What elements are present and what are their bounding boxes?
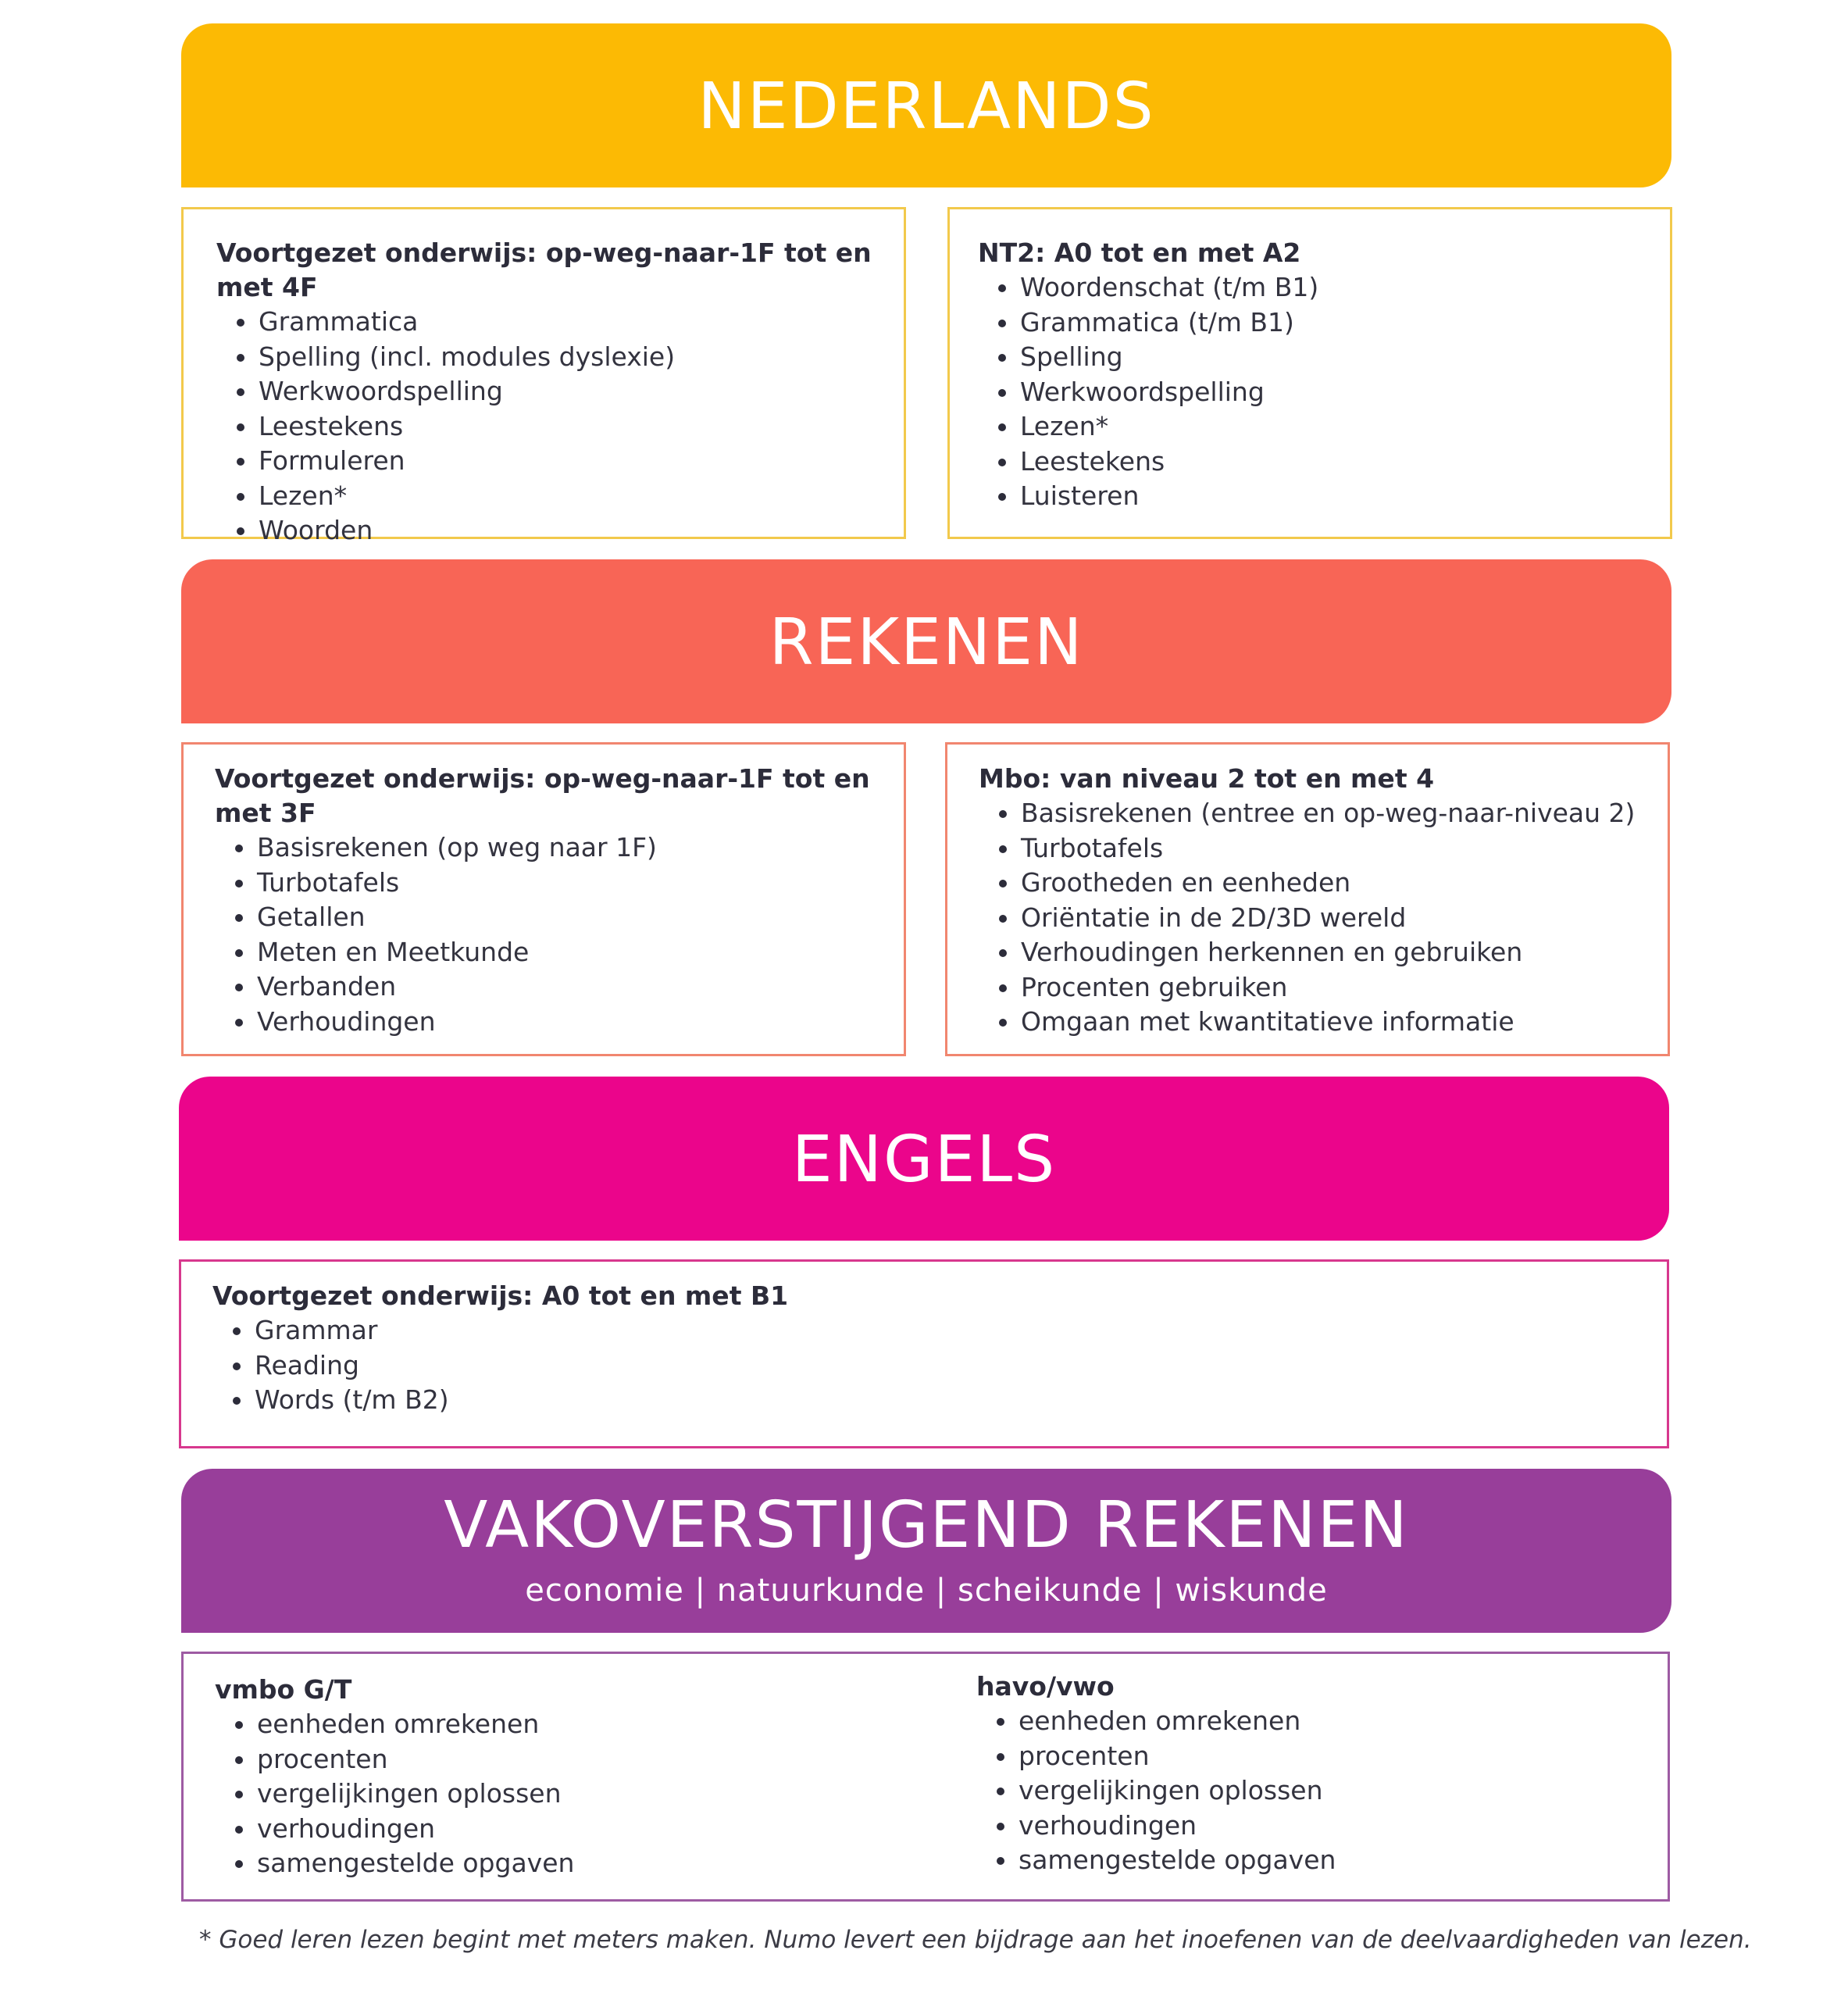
- list-item: Lezen*: [216, 479, 904, 514]
- list-item: Luisteren: [978, 479, 1318, 514]
- rekenen-vo-heading: Voortgezet onderwijs: op-weg-naar-1F tot en met 3F: [215, 763, 870, 828]
- list-item: eenheden omrekenen: [215, 1707, 574, 1742]
- nederlands-nt2-card: [947, 207, 1672, 539]
- vakoverstijgend-title: VAKOVERSTIJGEND REKENEN: [444, 1488, 1409, 1562]
- nederlands-title: NEDERLANDS: [697, 70, 1155, 144]
- list-item: Grammar: [212, 1313, 788, 1348]
- list-item: Basisrekenen (entree en op-weg-naar-niveau 2): [979, 796, 1635, 831]
- list-item: Turbotafels: [979, 831, 1635, 866]
- vakoverstijgend-subtitle: economie | natuurkunde | scheikunde | wiskunde: [525, 1573, 1328, 1609]
- list-item: Leestekens: [216, 409, 904, 445]
- engels-title: ENGELS: [791, 1123, 1057, 1197]
- engels-vo-card: [179, 1259, 1669, 1448]
- list-item: Basisrekenen (op weg naar 1F): [215, 830, 904, 866]
- list-item: Leestekens: [978, 445, 1318, 480]
- rekenen-vo-card: [181, 742, 906, 1056]
- list-item: Spelling: [978, 340, 1318, 375]
- rekenen-banner: [181, 559, 1671, 723]
- engels-vo-list: [212, 1313, 788, 1418]
- rekenen-mbo-list: [979, 796, 1635, 1040]
- vakoverstijgend-vmbo-list: [215, 1707, 574, 1881]
- list-item: Words (t/m B2): [212, 1383, 788, 1418]
- list-item: Woordenschat (t/m B1): [978, 270, 1318, 305]
- list-item: verhoudingen: [215, 1812, 574, 1847]
- list-item: samengestelde opgaven: [976, 1843, 1336, 1878]
- engels-vo-heading: Voortgezet onderwijs: A0 tot en met B1: [212, 1280, 789, 1311]
- list-item: Meten en Meetkunde: [215, 935, 904, 970]
- nederlands-nt2-heading: NT2: A0 tot en met A2: [978, 238, 1301, 268]
- list-item: Verhoudingen: [215, 1005, 904, 1040]
- list-item: Grammatica: [216, 305, 904, 340]
- list-item: procenten: [976, 1739, 1336, 1774]
- vakoverstijgend-vmbo-heading: vmbo G/T: [215, 1674, 352, 1705]
- list-item: Lezen*: [978, 409, 1318, 445]
- list-item: Omgaan met kwantitatieve informatie: [979, 1005, 1635, 1040]
- list-item: Werkwoordspelling: [978, 375, 1318, 410]
- list-item: Turbotafels: [215, 866, 904, 901]
- vakoverstijgend-card: [181, 1652, 1670, 1902]
- rekenen-vo-list: [215, 830, 904, 1039]
- engels-banner: [179, 1077, 1669, 1241]
- list-item: eenheden omrekenen: [976, 1704, 1336, 1739]
- list-item: vergelijkingen oplossen: [976, 1773, 1336, 1809]
- list-item: Verbanden: [215, 970, 904, 1005]
- list-item: vergelijkingen oplossen: [215, 1777, 574, 1812]
- nederlands-banner: [181, 23, 1671, 188]
- list-item: Verhoudingen herkennen en gebruiken: [979, 935, 1635, 970]
- rekenen-title: REKENEN: [769, 605, 1084, 680]
- nederlands-vo-heading: Voortgezet onderwijs: op-weg-naar-1F tot en met 4F: [216, 238, 872, 302]
- list-item: Spelling (incl. modules dyslexie): [216, 340, 904, 375]
- vakoverstijgend-banner: [181, 1469, 1671, 1633]
- list-item: procenten: [215, 1742, 574, 1777]
- list-item: Grammatica (t/m B1): [978, 305, 1318, 341]
- rekenen-mbo-card: [945, 742, 1670, 1056]
- footnote: * Goed leren lezen begint met meters maken. Numo levert een bijdrage aan het inoefenen van de deelvaardigheden van lezen.: [199, 1926, 1752, 1954]
- list-item: verhoudingen: [976, 1809, 1336, 1844]
- vakoverstijgend-havo-list: [976, 1704, 1336, 1878]
- list-item: Werkwoordspelling: [216, 374, 904, 409]
- list-item: Oriëntatie in de 2D/3D wereld: [979, 901, 1635, 936]
- nederlands-vo-card: [181, 207, 906, 545]
- list-item: Formuleren: [216, 444, 904, 479]
- list-item: samengestelde opgaven: [215, 1846, 574, 1881]
- list-item: Getallen: [215, 900, 904, 935]
- vakoverstijgend-havo-heading: havo/vwo: [976, 1671, 1115, 1702]
- rekenen-mbo-heading: Mbo: van niveau 2 tot en met 4: [979, 763, 1435, 794]
- list-item: Reading: [212, 1348, 788, 1384]
- list-item: Woorden: [216, 513, 904, 548]
- nederlands-nt2-list: [978, 270, 1318, 514]
- list-item: Procenten gebruiken: [979, 970, 1635, 1005]
- list-item: Grootheden en eenheden: [979, 866, 1635, 901]
- nederlands-vo-list: [216, 305, 904, 548]
